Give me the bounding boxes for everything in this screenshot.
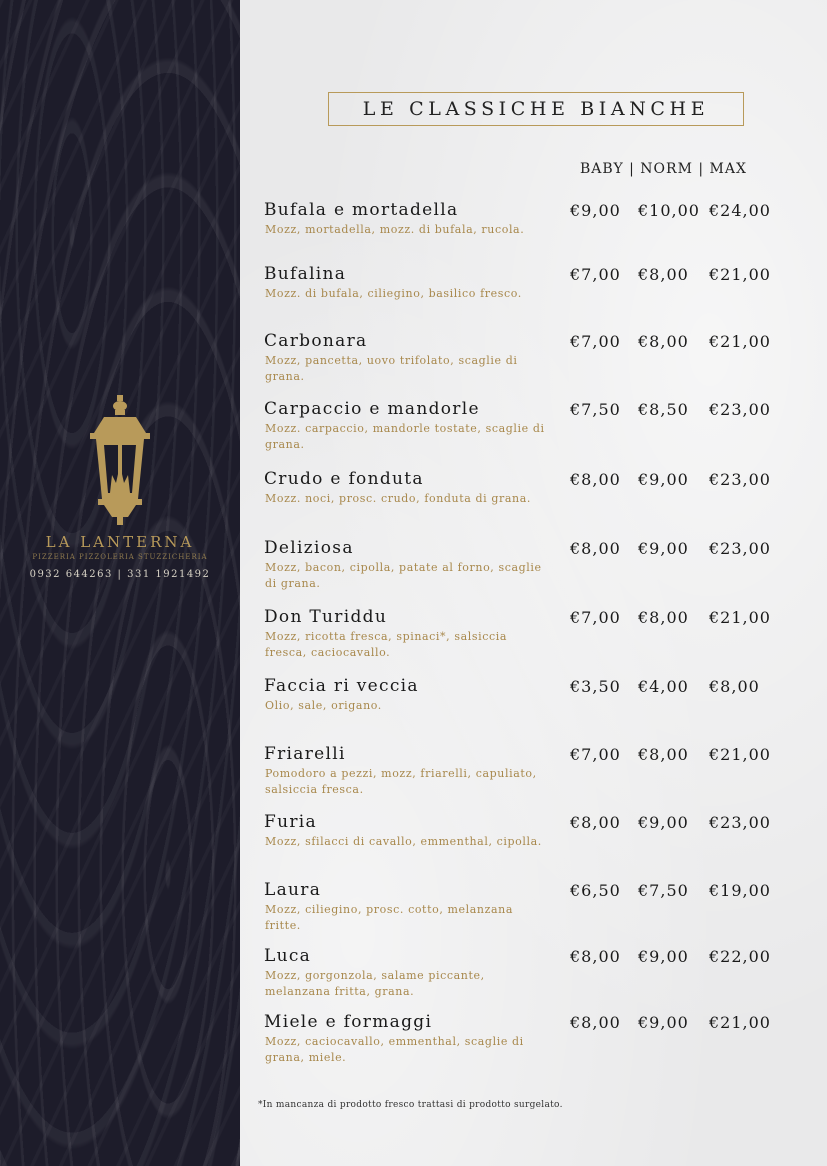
menu-item-name: Luca: [264, 946, 312, 966]
brand-subtitle: PIZZERIA PIZZOLERIA STUZZICHERIA: [32, 553, 208, 561]
price-baby: €8,00: [570, 813, 621, 832]
menu-item-name: Deliziosa: [264, 538, 354, 558]
price-max: €21,00: [709, 608, 771, 627]
price-norm: €9,00: [638, 813, 689, 832]
brand-phone-numbers: 0932 644263 | 331 1921492: [29, 569, 211, 580]
price-max: €24,00: [709, 201, 771, 220]
price-max: €23,00: [709, 813, 771, 832]
price-max: €21,00: [709, 745, 771, 764]
menu-item-description: Mozz, bacon, cipolla, patate al forno, scaglie di grana.: [265, 561, 542, 590]
price-max: €8,00: [709, 677, 760, 696]
menu-item-description: Mozz, sfilacci di cavallo, emmenthal, cipolla.: [265, 835, 542, 848]
section-title: LE CLASSICHE BIANCHE: [362, 98, 710, 120]
price-norm: €9,00: [638, 470, 689, 489]
menu-item-description: Mozz, gorgonzola, salame piccante, melanzana fritta, grana.: [265, 969, 485, 998]
menu-item-description: Mozz, caciocavallo, emmenthal, scaglie di grana, miele.: [265, 1035, 524, 1064]
lantern-icon: [80, 395, 160, 529]
price-max: €23,00: [709, 400, 771, 419]
menu-item-name: Laura: [264, 880, 322, 900]
menu-item-name: Friarelli: [264, 744, 346, 764]
price-baby: €8,00: [570, 539, 621, 558]
price-norm: €8,00: [638, 745, 689, 764]
price-max: €23,00: [709, 539, 771, 558]
price-norm: €9,00: [638, 947, 689, 966]
price-baby: €7,00: [570, 265, 621, 284]
menu-item-description: Mozz, pancetta, uovo trifolato, scaglie di grana.: [265, 354, 518, 383]
price-max: €21,00: [709, 1013, 771, 1032]
menu-item-description: Mozz. di bufala, ciliegino, basilico fresco.: [265, 287, 522, 300]
price-norm: €9,00: [638, 539, 689, 558]
menu-item-description: Olio, sale, origano.: [265, 699, 382, 712]
price-baby: €9,00: [570, 201, 621, 220]
price-baby: €7,00: [570, 745, 621, 764]
price-max: €21,00: [709, 332, 771, 351]
menu-item-name: Bufala e mortadella: [264, 200, 459, 220]
menu-item-name: Bufalina: [264, 264, 347, 284]
price-norm: €4,00: [638, 677, 689, 696]
price-baby: €7,00: [570, 608, 621, 627]
price-baby: €8,00: [570, 1013, 621, 1032]
menu-item-name: Carbonara: [264, 331, 368, 351]
price-baby: €7,00: [570, 332, 621, 351]
menu-item-description: Mozz, ricotta fresca, spinaci*, salsiccia fresca, caciocavallo.: [265, 630, 508, 659]
menu-item-name: Carpaccio e mandorle: [264, 399, 480, 419]
brand-name: LA LANTERNA: [45, 533, 195, 551]
price-baby: €7,50: [570, 400, 621, 419]
menu-item-description: Mozz, ciliegino, prosc. cotto, melanzana fritte.: [265, 903, 514, 932]
price-baby: €6,50: [570, 881, 621, 900]
price-max: €23,00: [709, 470, 771, 489]
price-max: €22,00: [709, 947, 771, 966]
decorative-marble-panel: [0, 0, 240, 1166]
menu-item-description: Mozz. carpaccio, mandorle tostate, scaglie di grana.: [265, 422, 545, 451]
price-norm: €9,00: [638, 1013, 689, 1032]
price-max: €19,00: [709, 881, 771, 900]
menu-item-name: Crudo e fonduta: [264, 469, 424, 489]
price-norm: €8,50: [638, 400, 689, 419]
menu-item-name: Furia: [264, 812, 317, 832]
size-column-header: BABY | NORM | MAX: [580, 161, 747, 177]
price-max: €21,00: [709, 265, 771, 284]
menu-item-description: Pomodoro a pezzi, mozz, friarelli, capuliato, salsiccia fresca.: [265, 767, 537, 796]
menu-item-name: Don Turiddu: [264, 607, 388, 627]
footnote: *In mancanza di prodotto fresco trattasi di prodotto surgelato.: [258, 1100, 563, 1110]
menu-item-description: Mozz, mortadella, mozz. di bufala, rucola.: [265, 223, 525, 236]
price-norm: €8,00: [638, 265, 689, 284]
price-norm: €8,00: [638, 608, 689, 627]
price-norm: €8,00: [638, 332, 689, 351]
menu-item-name: Miele e formaggi: [264, 1012, 433, 1032]
menu-item-description: Mozz. noci, prosc. crudo, fonduta di grana.: [265, 492, 531, 505]
price-norm: €7,50: [638, 881, 689, 900]
price-baby: €8,00: [570, 470, 621, 489]
price-baby: €8,00: [570, 947, 621, 966]
price-norm: €10,00: [638, 201, 700, 220]
menu-item-name: Faccia ri veccia: [264, 676, 419, 696]
brand-logo: [0, 395, 240, 580]
price-baby: €3,50: [570, 677, 621, 696]
section-title-box: [328, 92, 744, 126]
